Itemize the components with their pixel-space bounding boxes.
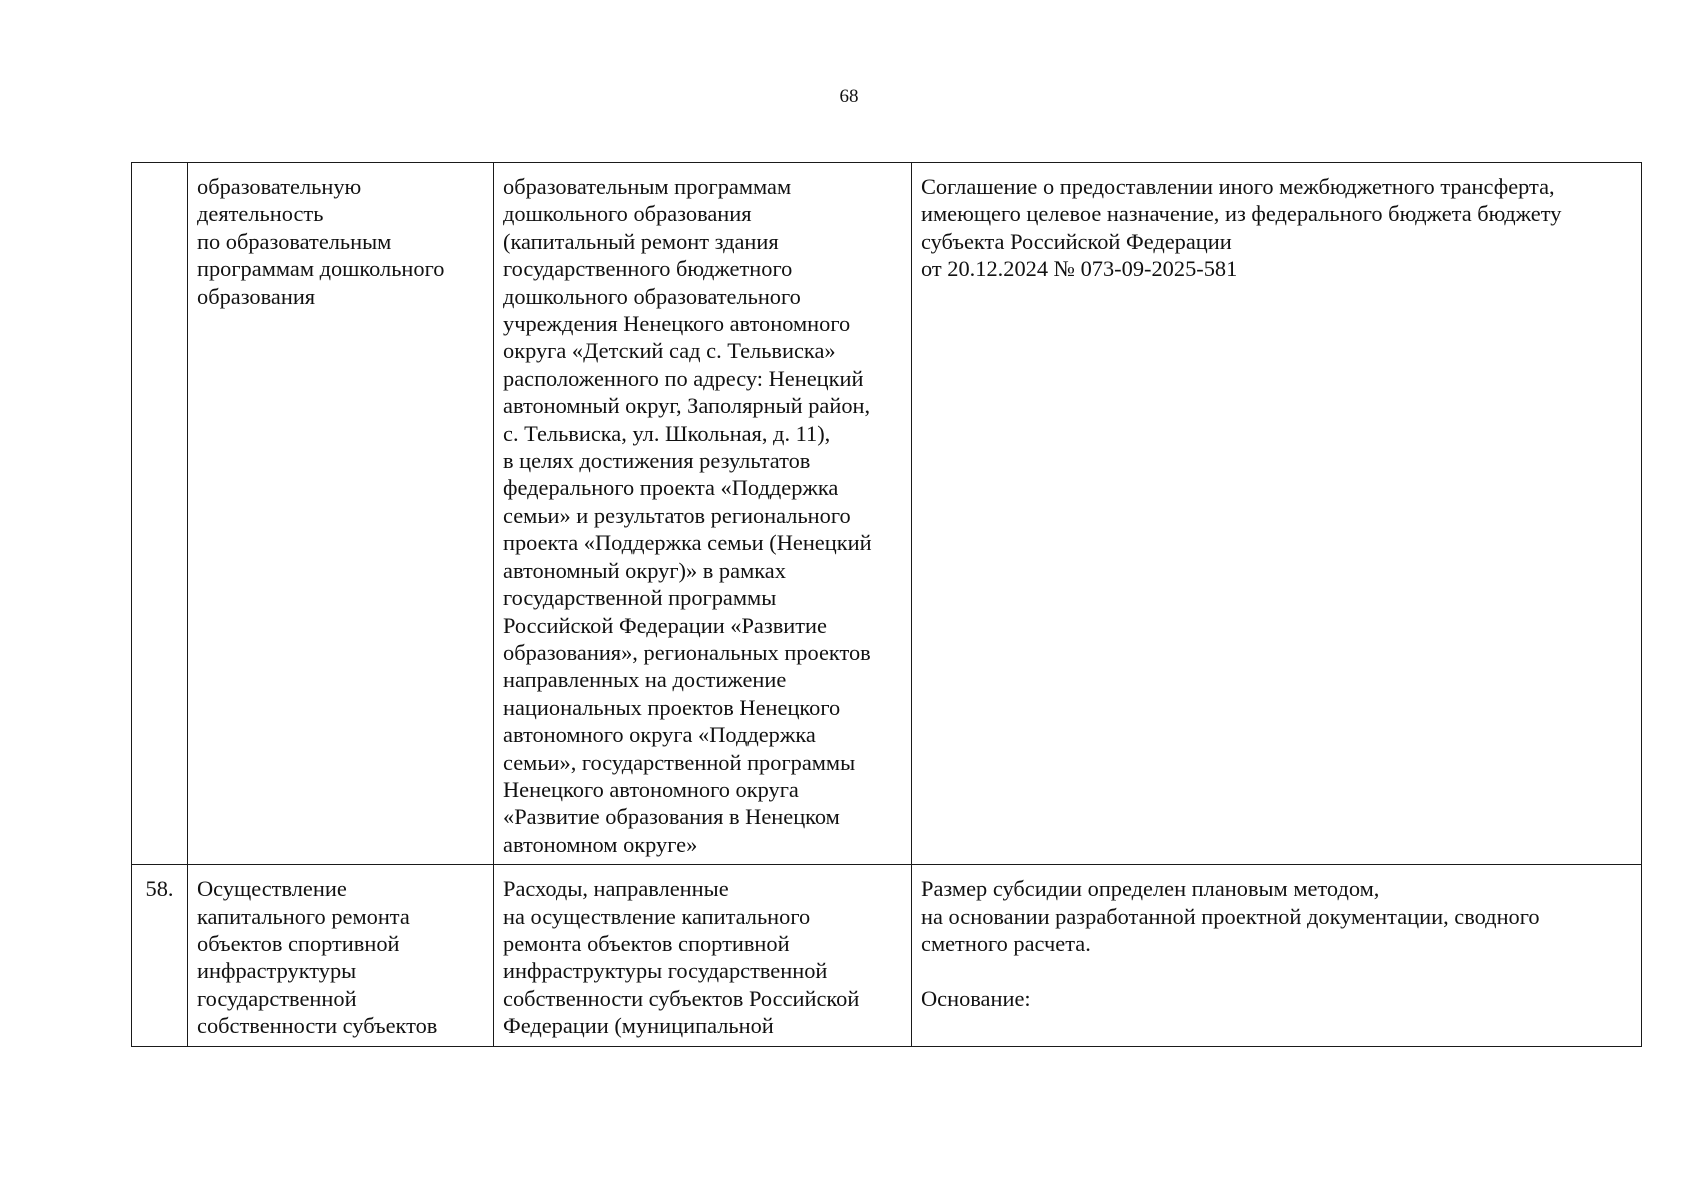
- text-line: государственной: [197, 985, 357, 1011]
- text-line: Российской Федерации «Развитие: [503, 612, 827, 638]
- text-line: образовательным программам: [503, 174, 792, 199]
- text-line: собственности субъектов: [197, 1013, 438, 1039]
- text-line: семьи», государственной программы: [503, 749, 856, 775]
- text-line: национальных проектов Ненецкого: [503, 694, 841, 720]
- table-row: [132, 865, 1642, 1046]
- text-line: расположенного по адресу: Ненецкий: [503, 365, 864, 391]
- text-line: автономном округе»: [503, 831, 698, 857]
- table-row: [132, 163, 1642, 865]
- text-line: проекта «Поддержка семьи (Ненецкий: [503, 530, 872, 556]
- page-number: 68: [839, 86, 859, 107]
- text-line: образования: [197, 283, 316, 309]
- text-line: имеющего целевое назначение, из федерального бюджета бюджету: [921, 201, 1562, 227]
- expense-description-cell: [494, 163, 912, 865]
- text-line: собственности субъектов Российской: [503, 985, 860, 1011]
- text-line: Ненецкого автономного округа: [503, 776, 799, 802]
- text-line: инфраструктуры: [197, 958, 357, 984]
- text-line: Расходы, направленные: [503, 876, 729, 902]
- row-number-cell: [132, 163, 188, 865]
- text-line: капитального ремонта: [197, 903, 410, 929]
- text-line: программам дошкольного: [197, 256, 445, 282]
- table-body: [132, 163, 1642, 1047]
- activity-name-cell: [188, 163, 494, 865]
- text-line: автономный округ)» в рамках: [503, 557, 786, 583]
- basis-cell: [912, 865, 1642, 1046]
- text-line: на осуществление капитального: [503, 903, 811, 929]
- activity-name-cell: [188, 865, 494, 1046]
- text-line: объектов спортивной: [197, 930, 400, 956]
- text-line: семьи» и результатов регионального: [503, 502, 851, 528]
- text-line: государственного бюджетного: [503, 256, 793, 282]
- text-line: Основание:: [921, 985, 1031, 1011]
- text-line: деятельность: [197, 201, 324, 227]
- text-line: субъекта Российской Федерации: [921, 228, 1232, 254]
- expense-description-cell: [494, 865, 912, 1046]
- text-line: по образовательным: [197, 228, 392, 254]
- text-line: автономного округа «Поддержка: [503, 722, 816, 748]
- text-line: сметного расчета.: [921, 930, 1091, 956]
- text-line: в целях достижения результатов: [503, 448, 811, 474]
- basis-cell: [912, 163, 1642, 865]
- text-line: Федерации (муниципальной: [503, 1013, 774, 1039]
- text-line: от 20.12.2024 № 073-09-2025-581: [921, 256, 1238, 282]
- text-line: Размер субсидии определен плановым методом,: [921, 876, 1380, 902]
- text-line: направленных на достижение: [503, 667, 787, 693]
- text-line: автономный округ, Заполярный район,: [503, 393, 871, 419]
- text-line: федерального проекта «Поддержка: [503, 475, 839, 501]
- text-line: [921, 957, 1633, 984]
- text-line: Соглашение о предоставлении иного межбюджетного трансферта,: [921, 174, 1555, 199]
- text-line: ремонта объектов спортивной: [503, 930, 790, 956]
- text-line: Осуществление: [197, 876, 347, 902]
- text-line: учреждения Ненецкого автономного: [503, 311, 851, 337]
- text-line: округа «Детский сад с. Тельвиска»: [503, 338, 836, 364]
- row-number-cell: 58.: [132, 865, 188, 1046]
- text-line: на основании разработанной проектной документации, сводного: [921, 903, 1540, 929]
- text-line: образования», региональных проектов: [503, 639, 871, 665]
- text-line: государственной программы: [503, 585, 777, 611]
- text-line: (капитальный ремонт здания: [503, 228, 779, 254]
- text-line: с. Тельвиска, ул. Школьная, д. 11),: [503, 420, 831, 446]
- text-line: образовательную: [197, 174, 362, 199]
- text-line: дошкольного образования: [503, 201, 752, 227]
- text-line: дошкольного образовательного: [503, 283, 801, 309]
- text-line: «Развитие образования в Ненецком: [503, 804, 840, 830]
- text-line: инфраструктуры государственной: [503, 958, 828, 984]
- document-table: [131, 162, 1642, 1047]
